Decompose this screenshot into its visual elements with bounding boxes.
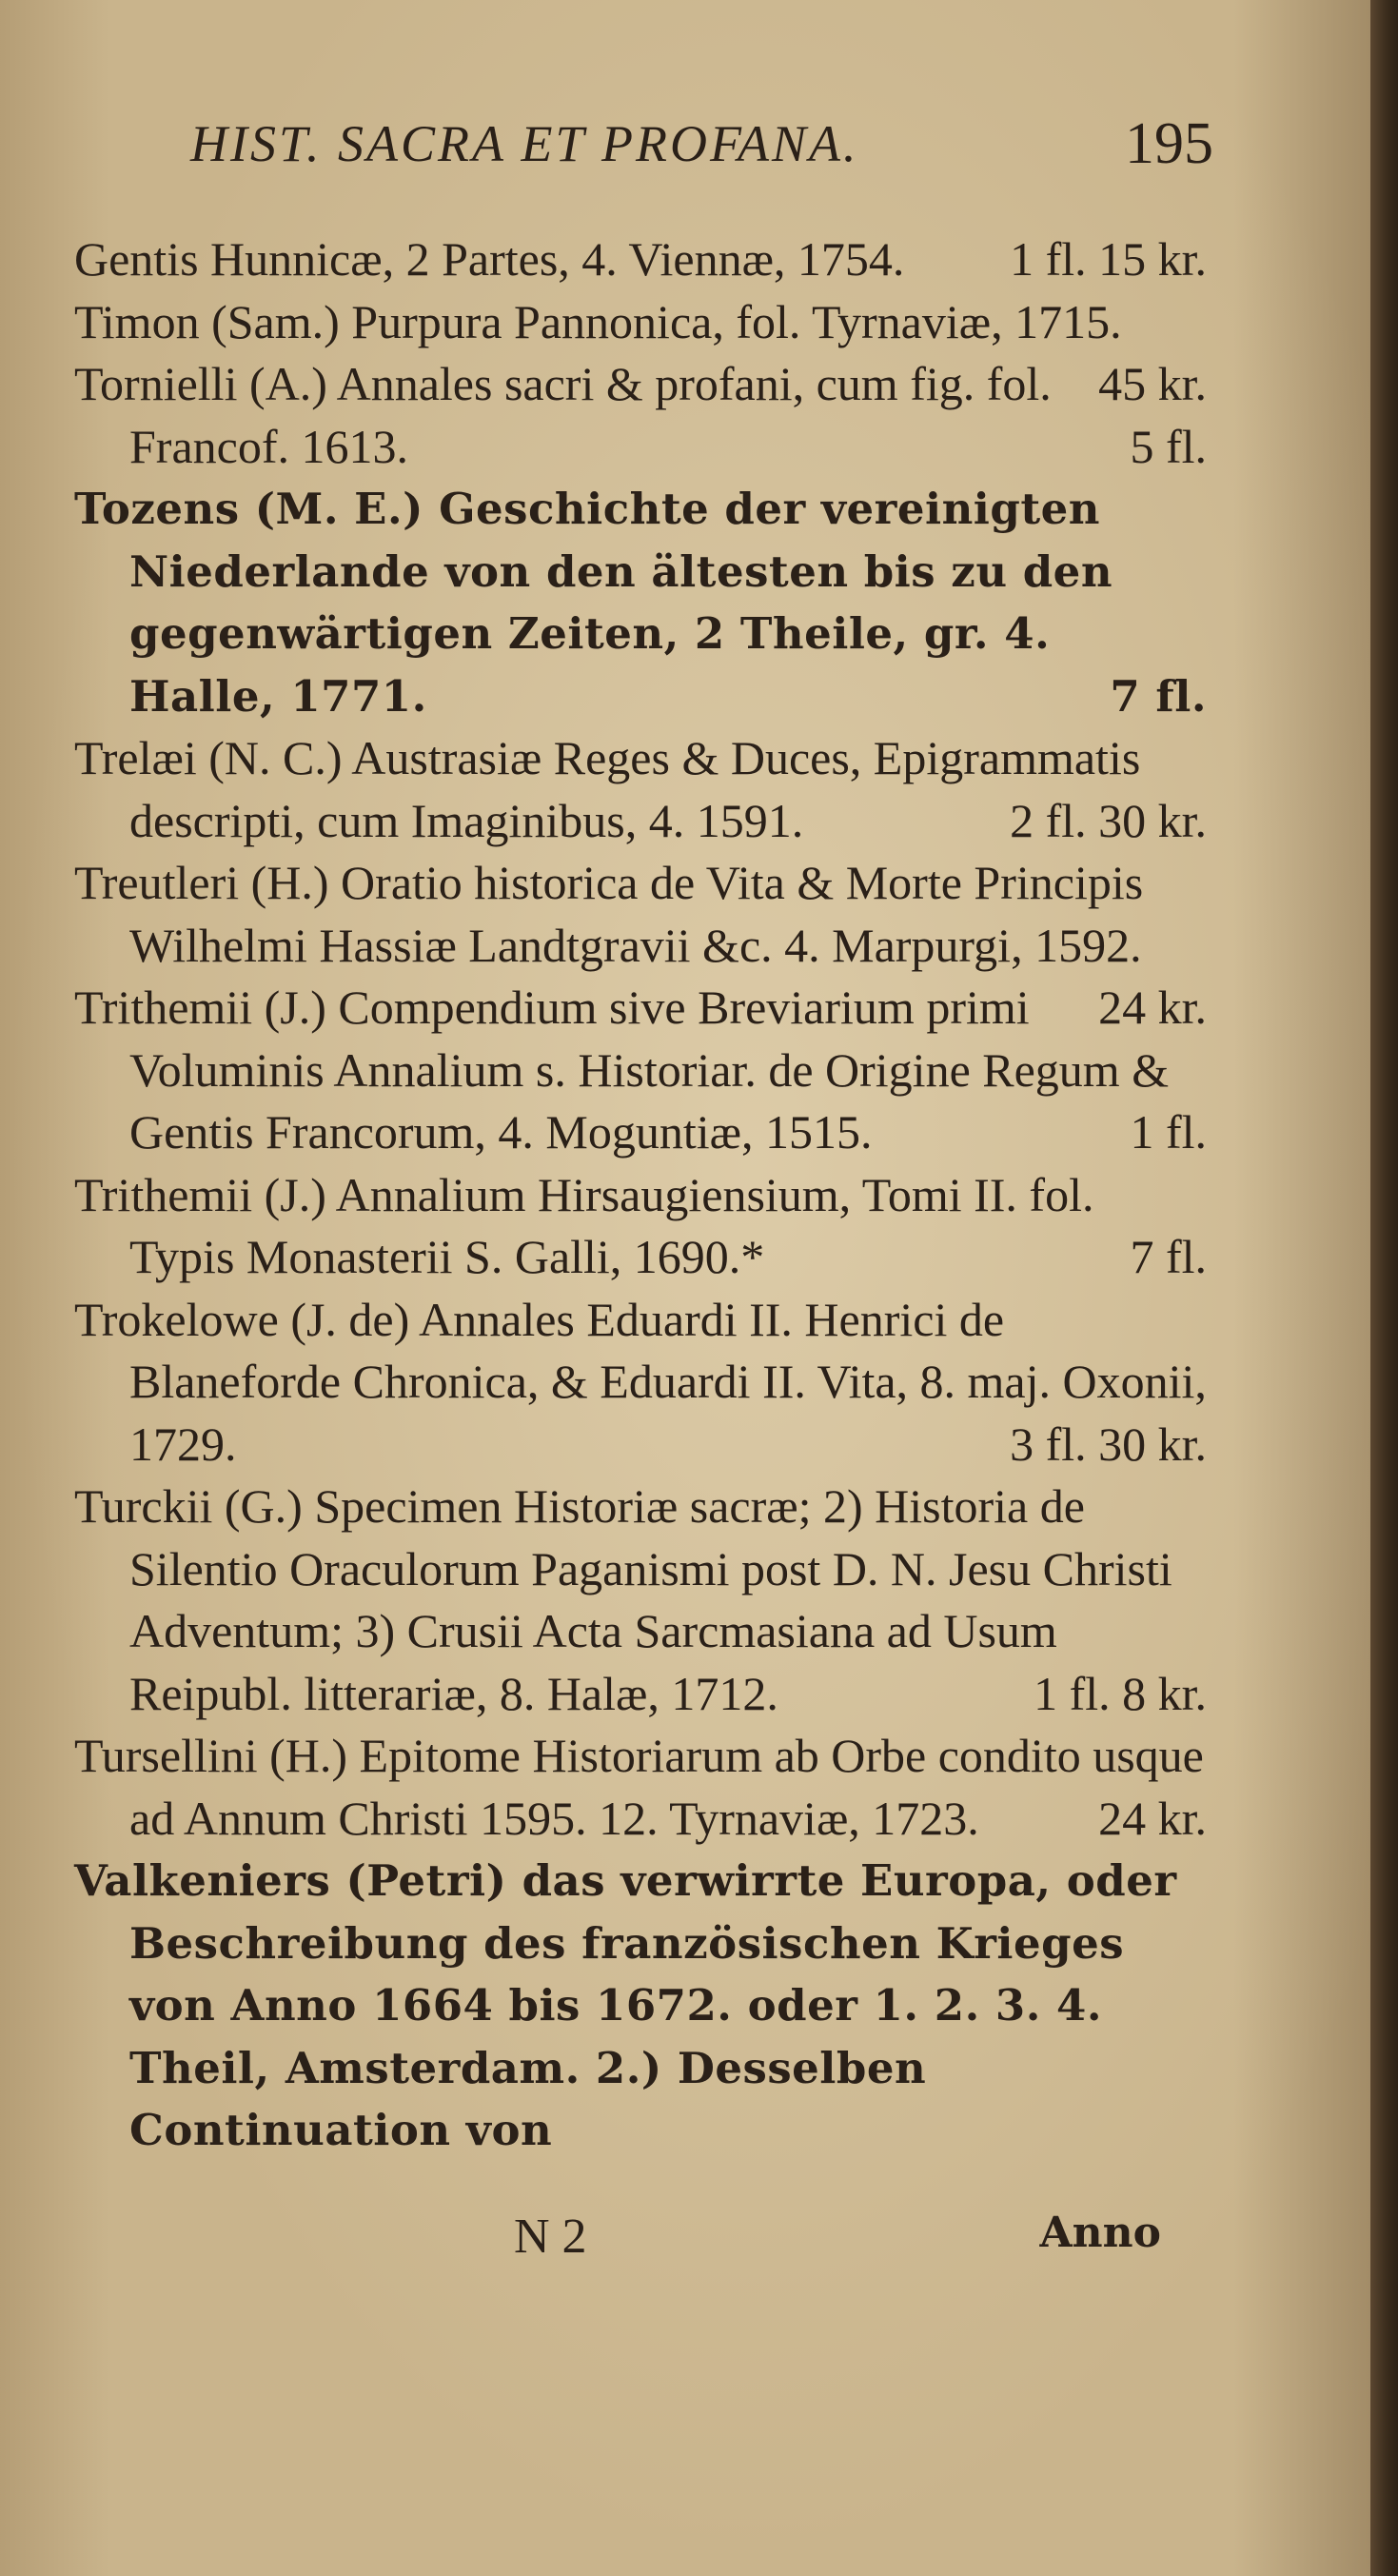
entry-price: 45 kr. xyxy=(1098,357,1207,410)
entry-price: 1 fl. 8 kr. xyxy=(1034,1666,1207,1720)
entry-text: Turckii (G.) Specimen Historiæ sacræ; 2) Historia de Silentio Oraculorum Paganismi post D. N. Jesu Christi Adventum; 3) Crusii Acta Sarcmasiana ad Usum Reipubl. litterariæ, 8. Halæ, 1712. xyxy=(74,1479,1172,1720)
entry-text: Valkeniers (Petri) das verwirrte Europa, oder Beschreibung des französischen Krieges von Anno 1664 bis 1672. oder 1. 2. 3. 4. Theil, Amsterdam. 2.) Desselben Continuation von xyxy=(74,1855,1177,2155)
entry-text: Tursellini (H.) Epitome Historiarum ab Orbe condito usque ad Annum Christi 1595. 12. Tyrnaviæ, 1723. xyxy=(74,1729,1204,1845)
catchword: Anno xyxy=(1039,2209,1161,2257)
entry-text: Gentis Hunnicæ, 2 Partes, 4. Viennæ, 1754. xyxy=(74,232,905,286)
catalog-entry xyxy=(74,1289,1207,1476)
catalog-entry xyxy=(74,228,1207,291)
entry-price: 5 fl. xyxy=(1130,419,1207,473)
entry-price: 3 fl. 30 kr. xyxy=(1010,1417,1207,1471)
entry-text: Timon (Sam.) Purpura Pannonica, fol. Tyrnaviæ, 1715. xyxy=(74,294,1122,348)
page-header xyxy=(190,105,1213,190)
running-title: HIST. SACRA ET PROFANA. xyxy=(190,115,859,172)
catalog-entry xyxy=(74,1476,1207,1725)
catalog-entry xyxy=(74,1725,1207,1850)
catalog-entry xyxy=(74,1850,1207,2162)
signature-mark: N 2 xyxy=(514,2209,587,2264)
entry-price: 2 fl. 30 kr. xyxy=(1010,793,1207,847)
entry-price: 24 kr. xyxy=(1098,981,1207,1034)
catalog-entry xyxy=(74,291,1207,410)
book-gutter xyxy=(1370,0,1398,2576)
catalog-entry xyxy=(74,852,1207,1034)
catalog-entry xyxy=(74,727,1207,852)
entry-text: Trokelowe (J. de) Annales Eduardi II. Henrici de Blaneforde Chronica, & Eduardi II. Vita, 8. maj. Oxonii, 1729. xyxy=(74,1292,1207,1471)
entry-text: Tozens (M. E.) Geschichte der vereinigten Niederlande von den ältesten bis zu den gegenwärtigen Zeiten, 2 Theile, gr. 4. Halle, 1771. xyxy=(74,484,1113,722)
catalog-entries xyxy=(74,228,1207,2162)
entry-price: 1 fl. xyxy=(1130,1105,1207,1159)
entry-price: 24 kr. xyxy=(1098,1791,1207,1845)
entry-price: 7 fl. xyxy=(1110,670,1207,722)
catalog-entry xyxy=(74,353,1207,478)
entry-text: Trithemii (J.) Compendium sive Breviarium primi Voluminis Annalium s. Historiar. de Origine Regum & Gentis Francorum, 4. Moguntiæ, 1515. xyxy=(74,981,1170,1159)
entry-text: Treutleri (H.) Oratio historica de Vita & Morte Principis Wilhelmi Hassiæ Landtgravii &c. 4. Marpurgi, 1592. xyxy=(74,856,1144,972)
entry-price: 1 fl. 15 kr. xyxy=(1010,232,1207,286)
entry-price: 7 fl. xyxy=(1130,1230,1207,1283)
entry-text: Trelæi (N. C.) Austrasiæ Reges & Duces, Epigrammatis descripti, cum Imaginibus, 4. 1591. xyxy=(74,731,1141,847)
catalog-entry xyxy=(74,977,1207,1164)
entry-text: Trithemii (J.) Annalium Hirsaugiensium, Tomi II. fol. Typis Monasterii S. Galli, 1690.* xyxy=(74,1167,1094,1283)
page-footer xyxy=(514,2209,1161,2275)
catalog-entry xyxy=(74,478,1207,727)
entry-text: Tornielli (A.) Annales sacri & profani, cum fig. fol. Francof. 1613. xyxy=(74,357,1052,473)
catalog-entry xyxy=(74,1164,1207,1289)
page-number: 195 xyxy=(1125,111,1213,176)
